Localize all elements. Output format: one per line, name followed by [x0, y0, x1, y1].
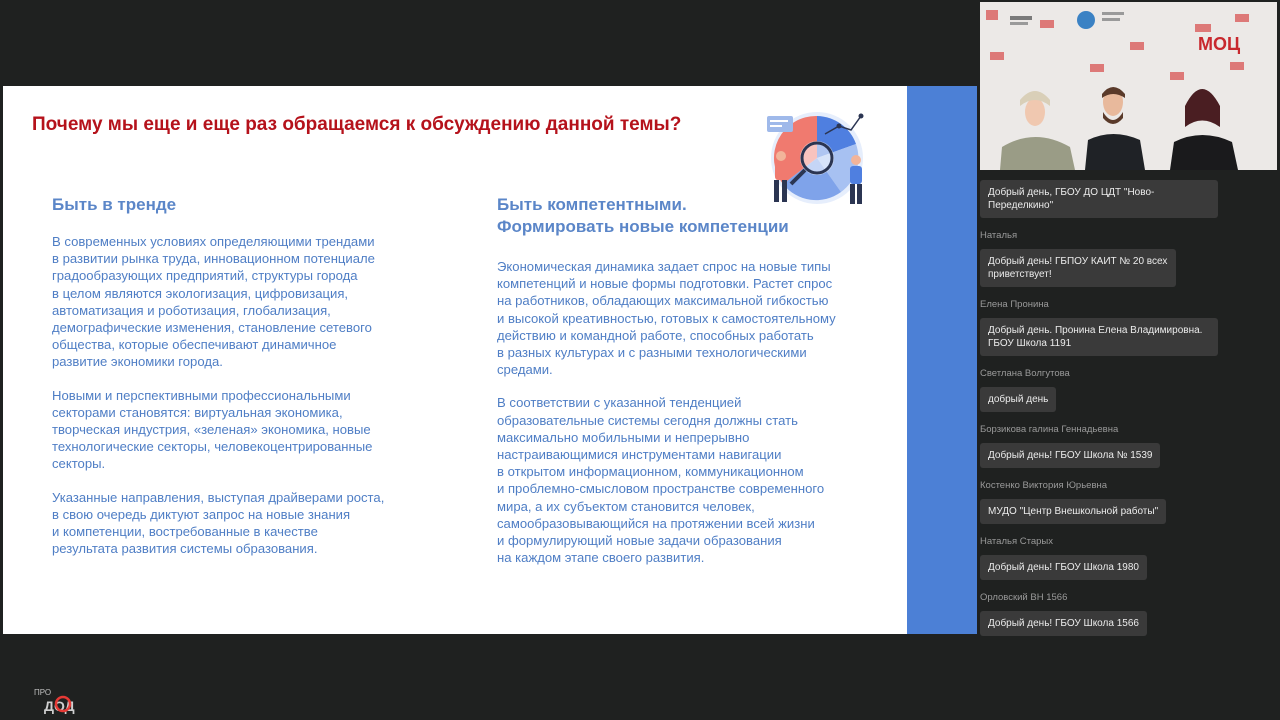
chat-message-text: Добрый день! ГБОУ Школа 1980 — [980, 555, 1147, 580]
logo-bottom-text: ДОД — [44, 698, 75, 714]
right-heading — [497, 194, 789, 238]
chat-message-text: Добрый день! ГБОУ Школа 1566 — [980, 611, 1147, 636]
video-frame-image — [980, 2, 1277, 170]
right-heading-line1: Быть компетентными. — [497, 195, 687, 214]
logo-top-text: ПРО — [34, 688, 52, 697]
presentation-slide — [3, 86, 977, 634]
chat-message — [980, 592, 1280, 636]
chat-message — [980, 180, 1280, 218]
chat-message-text: Добрый день! ГБПОУ КАИТ № 20 всех приветствует! — [980, 249, 1176, 287]
chat-author: Костенко Виктория Юрьевна — [980, 480, 1108, 491]
right-body — [497, 258, 897, 582]
chat-author: Наталья Старых — [980, 536, 1053, 547]
chat-message — [980, 299, 1280, 356]
slide-title: Почему мы еще и еще раз обращаемся к обсуждению данной темы? — [32, 114, 682, 135]
chat-message-text: Добрый день! ГБОУ Школа № 1539 — [980, 443, 1160, 468]
left-paragraph: Указанные направления, выступая драйверами роста, в свою очередь диктуют запрос на новые знания и компетенции, востребованные в качестве результата развития системы образования. — [52, 489, 385, 557]
chat-message — [980, 230, 1280, 287]
right-heading-line2: Формировать новые компетенции — [497, 217, 789, 236]
left-paragraph: В современных условиях определяющими трендами в развитии рынка труда, инновационном потенциале градообразующих предприятий, структуры города в целом являются экологизация, цифровизация, автоматизация и роботизация, глобализация, демографические изменения, становление сетевого общества, которые обеспечивают динамичное развитие экономики города. — [52, 234, 375, 370]
slide-accent-bar — [907, 86, 977, 634]
left-body — [52, 233, 442, 573]
chat-author: Наталья — [980, 230, 1018, 241]
chat-message — [980, 480, 1280, 524]
chat-message-text: Добрый день, ГБОУ ДО ЦДТ "Ново-Переделкино" — [980, 180, 1218, 218]
chat-message-text: добрый день — [980, 387, 1056, 412]
chat-author: Светлана Волгутова — [980, 368, 1070, 379]
chat-message — [980, 536, 1280, 580]
right-paragraph: Экономическая динамика задает спрос на новые типы компетенций и новые формы подготовки. Растет спрос на работников, обладающих максимальной гибкостью и высокой креативностью, готовых к самостоятельному действию и командной работе, способных работать в разных культурах и с разными технологическими средами. — [497, 259, 836, 378]
prodod-logo — [34, 684, 86, 714]
backdrop-logo: МОЦ — [1198, 34, 1241, 54]
chat-author: Орловский ВН 1566 — [980, 592, 1068, 603]
right-paragraph: В соответствии с указанной тенденцией образовательные системы сегодня должны стать максимально мобильными и непрерывно настраивающимися инструментами навигации в открытом информационном, коммуникационном и проблемно-смысловом пространстве современного мира, а их субъектом становится человек, самообразовывающийся на протяжении всей жизни и формулирующий новые задачи образования на каждом этапе своего развития. — [497, 395, 825, 566]
left-paragraph: Новыми и перспективными профессиональными секторами становятся: виртуальная экономика, творческая индустрия, «зеленая» экономика, новые технологические секторы, человекоцентрированные секторы. — [52, 387, 373, 472]
left-heading: Быть в тренде — [52, 195, 177, 214]
chat-message — [980, 368, 1280, 412]
webcam-video[interactable] — [980, 2, 1277, 170]
chat-panel[interactable] — [980, 180, 1280, 648]
chat-author: Елена Пронина — [980, 299, 1049, 310]
chat-author: Борзикова галина Геннадьевна — [980, 424, 1119, 435]
chat-message-text: Добрый день. Пронина Елена Владимировна. ГБОУ Школа 1191 — [980, 318, 1218, 356]
chat-message-text: МУДО "Центр Внешкольной работы" — [980, 499, 1166, 524]
chat-message — [980, 424, 1280, 468]
